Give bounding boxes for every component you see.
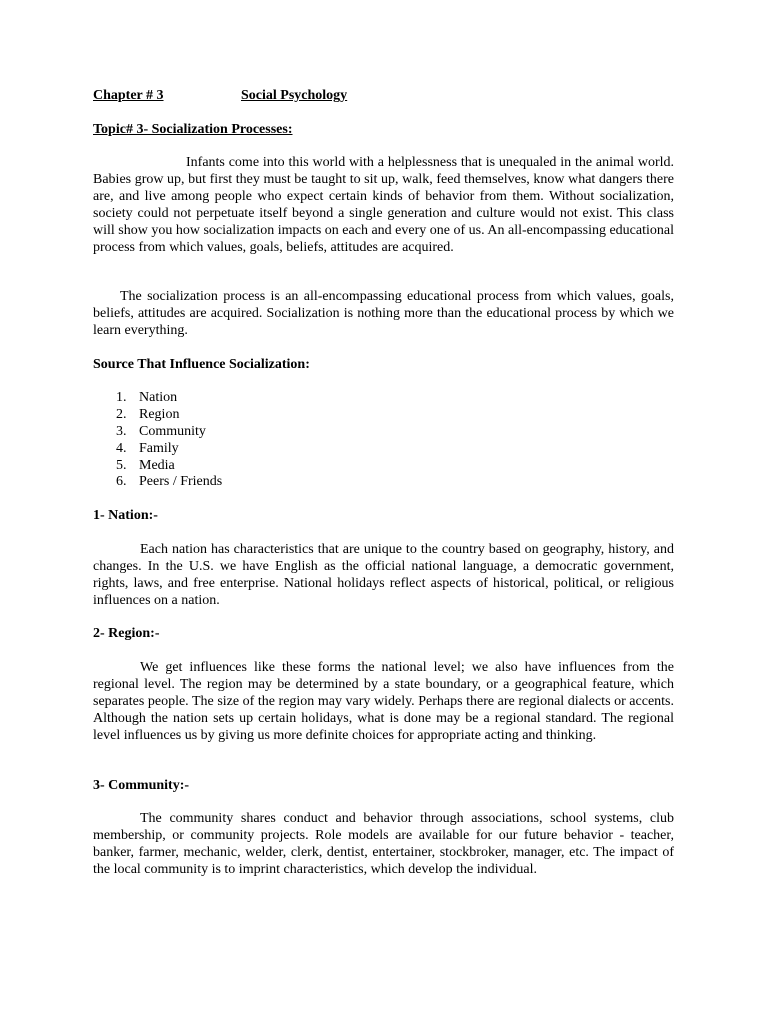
chapter-number: Chapter # 3 [93,88,164,103]
list-item-label: Family [139,440,179,456]
chapter-subject: Social Psychology [241,88,348,103]
list-item-number: 3. [116,423,127,439]
region-paragraph: We get influences like these forms the national level; we also have influences from the regional level. The region may be determined by a state boundary, or a geographical feature, which separates people. The size of the region may vary widely. Perhaps there are regional dialects or accents. Although the nation sets up certain holidays, what is done may be a regional standard. The regional level influences us by giving us more definite choices for appropriate acting and thinking. [93,660,674,743]
chapter-header [93,88,674,106]
list-item-label: Peers / Friends [139,474,223,490]
intro-paragraph: Infants come into this world with a helplessness that is unequaled in the animal world. Babies grow up, but first they must be taught to sit up, walk, feed themselves, know what dangers there are, and live among people who expect certain kinds of behavior from them. Without socialization, society could not perpetuate itself beyond a single generation and culture would not exist. This class will show you how socialization impacts on each and every one of us. An all-encompassing educational process from which values, goals, beliefs, attitudes are acquired. [93,155,674,255]
list-item-number: 5. [116,457,127,473]
nation-paragraph: Each nation has characteristics that are unique to the country based on geography, history, and changes. In the U.S. we have English as the official national language, a democratic government, rights, laws, and free enterprise. National holidays reflect aspects of historical, political, or religious influences on a nation. [93,542,674,608]
list-item-label: Media [139,457,175,473]
community-heading: 3- Community:- [93,778,190,793]
list-item-label: Nation [139,390,178,405]
sources-list [93,390,493,491]
list-item [93,407,493,424]
topic-heading: Topic# 3- Socialization Processes: [93,122,293,137]
sources-heading: Source That Influence Socialization: [93,357,310,372]
region-heading: 2- Region:- [93,626,160,641]
list-item [93,458,493,475]
list-item-number: 2. [116,406,127,422]
document-page [93,0,674,1024]
list-item [93,474,493,491]
community-paragraph: The community shares conduct and behavior through associations, school systems, club membership, or community projects. Role models are available for our future behavior - teacher, banker, farmer, mechanic, welder, clerk, dentist, entertainer, stockbroker, manager, etc. The impact of the local community is to imprint characteristics, which develop the individual. [93,811,674,877]
list-item-number: 4. [116,440,127,456]
list-item [93,441,493,458]
list-item-label: Community [139,423,206,439]
nation-heading: 1- Nation:- [93,508,158,523]
list-item-number: 6. [116,474,127,490]
list-item [93,424,493,441]
list-item [93,390,493,407]
process-paragraph: The socialization process is an all-encompassing educational process from which values, goals, beliefs, attitudes are acquired. Socialization is nothing more than the educational process by which we learn everything. [93,289,674,338]
list-item-number: 1. [116,390,127,405]
list-item-label: Region [139,406,180,422]
